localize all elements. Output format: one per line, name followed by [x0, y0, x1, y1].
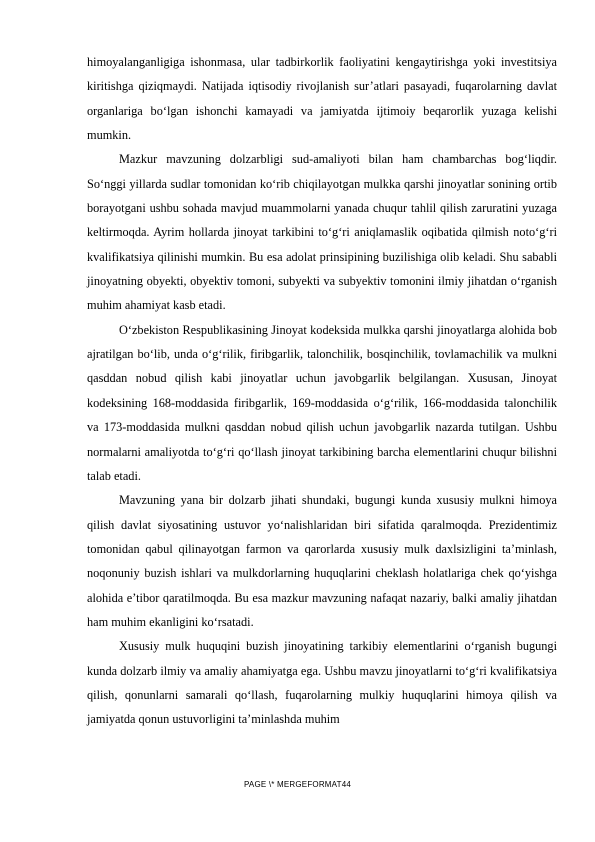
paragraph-5: Xususiy mulk huquqini buzish jinoyatining tarkibiy elementlarini o‘rganish bugungi kunda dolzarb ilmiy va amaliy ahamiyatga ega. Ushbu mavzu jinoyatlarni to‘g‘ri kvalifikatsiya qilish, qonunlarni samarali qo‘llash, fuqarolarning mulkiy huquqlarini himoya qilish va jamiyatda qonun ustuvorligini ta’minlashda muhim [87, 639, 557, 727]
page-footer-field: PAGE \* MERGEFORMAT44 [243, 780, 352, 789]
paragraph-4: Mavzuning yana bir dolzarb jihati shundaki, bugungi kunda xususiy mulkni himoya qilish davlat siyosatining ustuvor yo‘nalishlaridan biri sifatida qaralmoqda. Prezidentimiz tomonidan qabul qilinayotgan farmon va qarorlarda xususiy mulk daxlsizligini ta’minlash, noqonuniy buzish ishlari va mulkdorlarning huquqlarini cheklash holatlariga chek qo‘yishga alohida e’tibor qaratilmoqda. Bu esa mazkur mavzuning nafaqat nazariy, balki amaliy jihatdan ham muhim ekanligini ko‘rsatadi. [87, 493, 557, 629]
document-body [87, 50, 557, 732]
paragraph-3: O‘zbekiston Respublikasining Jinoyat kodeksida mulkka qarshi jinoyatlarga alohida bob ajratilgan bo‘lib, unda o‘g‘rilik, firibgarlik, talonchilik, bosqinchilik, tovlamachilik va mulkni qasddan nobud qilish kabi jinoyatlar uchun javobgarlik belgilangan. Xususan, Jinoyat kodeksining 168-moddasida firibgarlik, 169-moddasida o‘g‘rilik, 166-moddasida talonchilik va 173-moddasida mulkni qasddan nobud qilish uchun javobgarlik nazarda tutilgan. Ushbu normalarni amaliyotda to‘g‘ri qo‘llash jinoyat tarkibining barcha elementlarini chuqur bilishni talab etadi. [87, 322, 557, 483]
paragraph-1: himoyalanganligiga ishonmasa, ular tadbirkorlik faoliyatini kengaytirishga yoki investitsiya kiritishga qiziqmaydi. Natijada iqtisodiy rivojlanish sur’atlari pasayadi, fuqarolarning davlat organlariga bo‘lgan ishonchi kamayadi va jamiyatda ijtimoiy beqarorlik yuzaga kelishi mumkin. [87, 55, 557, 143]
paragraph-2: Mazkur mavzuning dolzarbligi sud-amaliyoti bilan ham chambarchas bog‘liqdir. So‘nggi yillarda sudlar tomonidan ko‘rib chiqilayotgan mulkka qarshi jinoyatlar sonining ortib borayotgani ushbu sohada mavjud muammolarni yanada chuqur tahlil qilish zaruratini yuzaga keltirmoqda. Ayrim hollarda jinoyat tarkibini to‘g‘ri aniqlamaslik oqibatida qilmish noto‘g‘ri kvalifikatsiya qilinishi mumkin. Bu esa adolat prinsipining buzilishiga olib keladi. Shu sababli jinoyatning obyekti, obyektiv tomoni, subyekti va subyektiv tomonini ilmiy jihatdan o‘rganish muhim ahamiyat kasb etadi. [87, 152, 557, 313]
